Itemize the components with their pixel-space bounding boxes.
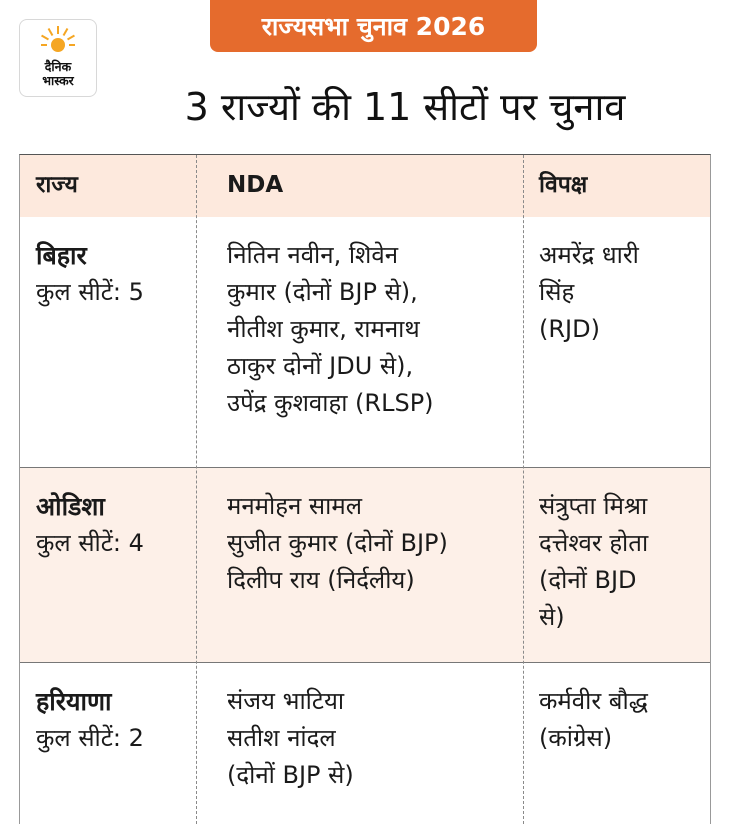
nda-cell <box>227 488 527 599</box>
opposition-line: दत्तेश्वर होता <box>539 529 649 557</box>
nda-line: सुजीत कुमार (दोनों BJP) <box>227 529 448 557</box>
state-name: ओडिशा <box>36 492 105 521</box>
state-cell <box>36 237 196 311</box>
nda-line: (दोनों BJP से) <box>227 761 354 789</box>
opposition-line: (RJD) <box>539 315 600 343</box>
seats-table <box>19 154 711 824</box>
header-opposition: विपक्ष <box>539 172 588 198</box>
seat-count: कुल सीटें: 5 <box>36 278 144 306</box>
opposition-cell <box>539 237 707 348</box>
column-divider <box>523 155 524 824</box>
state-cell <box>36 488 196 562</box>
nda-line: ठाकुर दोनों JDU से), <box>227 352 414 380</box>
nda-line: सतीश नांदल <box>227 724 336 752</box>
nda-line: नीतीश कुमार, रामनाथ <box>227 315 420 343</box>
nda-line: दिलीप राय (निर्दलीय) <box>227 566 415 594</box>
nda-cell <box>227 237 527 422</box>
page-headline: 3 राज्यों की 11 सीटों पर चुनाव <box>184 85 626 129</box>
nda-line: संजय भाटिया <box>227 687 345 715</box>
state-name: बिहार <box>36 241 87 270</box>
opposition-line: संत्रुप्ता मिश्रा <box>539 492 648 520</box>
nda-line: मनमोहन सामल <box>227 492 362 520</box>
nda-line: उपेंद्र कुशवाहा (RLSP) <box>227 389 434 417</box>
nda-line: नितिन नवीन, शिवेन <box>227 241 399 269</box>
logo-text: दैनिक भास्कर <box>42 59 74 88</box>
opposition-line: कर्मवीर बौद्ध <box>539 687 648 715</box>
opposition-cell <box>539 683 707 757</box>
dainik-bhaskar-logo <box>19 19 97 97</box>
seat-count: कुल सीटें: 4 <box>36 529 144 557</box>
opposition-line: (कांग्रेस) <box>539 724 613 752</box>
opposition-line: सिंह <box>539 278 575 306</box>
table-row-bihar <box>20 217 710 468</box>
table-row-odisha <box>20 468 710 663</box>
header-state: राज्य <box>36 172 78 198</box>
state-cell <box>36 683 196 757</box>
sun-icon <box>41 25 75 59</box>
nda-line: कुमार (दोनों BJP से), <box>227 278 418 306</box>
state-name: हरियाणा <box>36 687 112 716</box>
seat-count: कुल सीटें: 2 <box>36 724 144 752</box>
header-nda: NDA <box>227 172 284 198</box>
opposition-line: से) <box>539 603 565 631</box>
banner-title: राज्यसभा चुनाव 2026 <box>210 0 537 52</box>
column-divider <box>196 155 197 824</box>
opposition-cell <box>539 488 707 636</box>
opposition-line: (दोनों BJD <box>539 566 637 594</box>
table-row-haryana <box>20 663 710 824</box>
nda-cell <box>227 683 527 794</box>
table-header-row <box>20 155 710 217</box>
opposition-line: अमरेंद्र धारी <box>539 241 639 269</box>
